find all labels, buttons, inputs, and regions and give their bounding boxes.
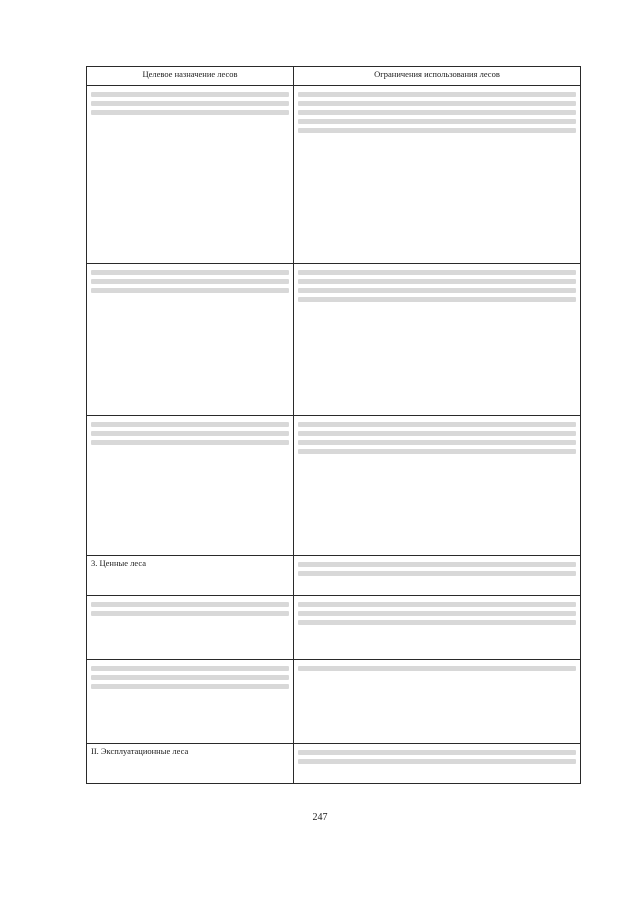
purpose-cell: [87, 744, 294, 784]
unreadable-text-placeholder: [298, 297, 576, 302]
purpose-cell: [87, 416, 294, 556]
unreadable-text-placeholder: [298, 128, 576, 133]
unreadable-text-placeholder: [298, 92, 576, 97]
restrictions-cell: [294, 86, 581, 264]
unreadable-text-placeholder: [298, 101, 576, 106]
purpose-cell: [87, 264, 294, 416]
restrictions-cell: [294, 264, 581, 416]
purpose-text: 3. Ценные леса: [91, 558, 146, 568]
unreadable-text-placeholder: [298, 288, 576, 293]
purpose-cell: [87, 86, 294, 264]
header-purpose: Целевое назначение лесов: [87, 67, 294, 86]
forest-restrictions-table: [86, 66, 581, 784]
table-row: [87, 416, 581, 556]
unreadable-text-placeholder: [298, 602, 576, 607]
unreadable-text-placeholder: [91, 422, 289, 427]
unreadable-text-placeholder: [298, 440, 576, 445]
unreadable-text-placeholder: [91, 611, 289, 616]
table-row: [87, 744, 581, 784]
table-row: [87, 264, 581, 416]
restrictions-cell: [294, 596, 581, 660]
restrictions-cell: [294, 660, 581, 744]
unreadable-text-placeholder: [298, 759, 576, 764]
unreadable-text-placeholder: [298, 611, 576, 616]
unreadable-text-placeholder: [91, 101, 289, 106]
header-restrictions: Ограничения использования лесов: [294, 67, 581, 86]
restrictions-cell: [294, 556, 581, 596]
unreadable-text-placeholder: [298, 562, 576, 567]
unreadable-text-placeholder: [298, 449, 576, 454]
table-row: [87, 596, 581, 660]
unreadable-text-placeholder: [298, 270, 576, 275]
unreadable-text-placeholder: [91, 675, 289, 680]
unreadable-text-placeholder: [298, 110, 576, 115]
unreadable-text-placeholder: [298, 431, 576, 436]
purpose-cell: [87, 596, 294, 660]
restrictions-cell: [294, 416, 581, 556]
restrictions-cell: [294, 744, 581, 784]
unreadable-text-placeholder: [298, 119, 576, 124]
purpose-cell: [87, 660, 294, 744]
unreadable-text-placeholder: [91, 92, 289, 97]
unreadable-text-placeholder: [298, 571, 576, 576]
unreadable-text-placeholder: [91, 666, 289, 671]
table-row: [87, 660, 581, 744]
unreadable-text-placeholder: [91, 270, 289, 275]
unreadable-text-placeholder: [91, 279, 289, 284]
page-number: 247: [312, 812, 328, 823]
unreadable-text-placeholder: [91, 440, 289, 445]
unreadable-text-placeholder: [91, 110, 289, 115]
purpose-text: II. Эксплуатационные леса: [91, 746, 189, 756]
unreadable-text-placeholder: [91, 684, 289, 689]
unreadable-text-placeholder: [91, 602, 289, 607]
unreadable-text-placeholder: [91, 431, 289, 436]
table-header-row: [87, 67, 581, 86]
unreadable-text-placeholder: [298, 422, 576, 427]
unreadable-text-placeholder: [298, 620, 576, 625]
unreadable-text-placeholder: [298, 666, 576, 671]
purpose-cell: [87, 556, 294, 596]
unreadable-text-placeholder: [298, 279, 576, 284]
unreadable-text-placeholder: [298, 750, 576, 755]
table-row: [87, 86, 581, 264]
table-row: [87, 556, 581, 596]
unreadable-text-placeholder: [91, 288, 289, 293]
